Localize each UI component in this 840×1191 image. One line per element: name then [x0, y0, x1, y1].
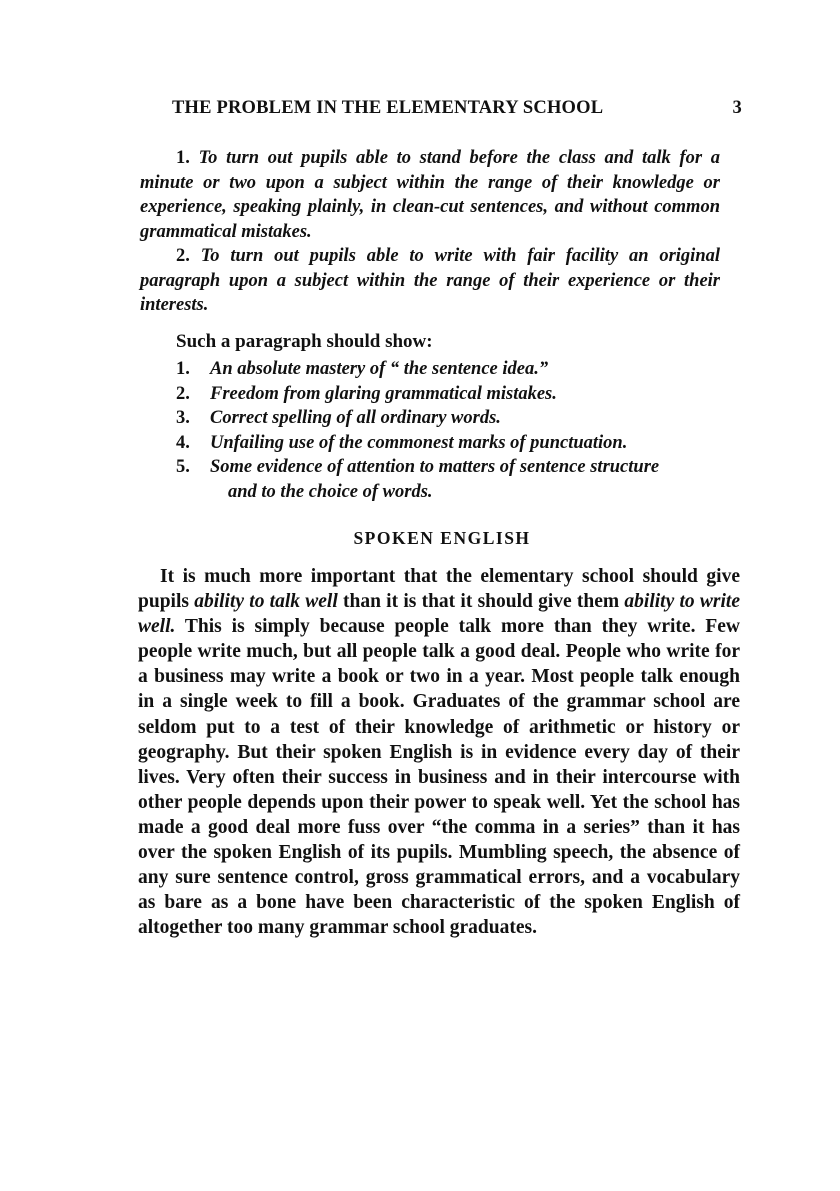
aim-item: [140, 146, 720, 244]
requirement-text: Freedom from glaring grammatical mistakes.: [210, 383, 557, 404]
requirement-item: [176, 382, 724, 407]
aim-number: 2.: [176, 246, 190, 266]
section-heading: [0, 528, 840, 549]
running-head: [160, 98, 742, 124]
requirements-intro: Such a paragraph should show:: [176, 331, 433, 352]
aim-text: To turn out pupils able to stand before the class and talk for a minute or two upon a subject within the range of their knowledge or experience, speaking plainly, in clean-cut sentences, and without common grammatical mistakes.: [140, 148, 721, 242]
paragraph-text: It is much more important that the elementary school should give pupils: [138, 566, 740, 613]
page-number: 3: [732, 98, 742, 118]
section-heading-text: SPOKEN ENGLISH: [353, 528, 531, 548]
requirement-continuation: and to the choice of words.: [228, 481, 433, 502]
requirement-item: [176, 357, 724, 382]
requirement-number: 4.: [176, 432, 190, 453]
requirement-item: [176, 455, 724, 504]
emphasis-text: ability to write well.: [138, 591, 740, 638]
aim-item: [140, 244, 720, 318]
aim-text: To turn out pupils able to write with fair facility an original paragraph upon a subject within the range of their experience or their interests.: [140, 246, 721, 315]
requirement-number: 3.: [176, 408, 190, 428]
requirement-text: Unfailing use of the commonest marks of punctuation.: [210, 432, 628, 453]
requirement-item: [176, 406, 724, 431]
emphasis-text: ability to talk well: [194, 591, 338, 613]
requirement-number: 5.: [176, 457, 190, 477]
requirement-text: Correct spelling of all ordinary words.: [210, 408, 501, 428]
requirement-text: An absolute mastery of “ the sentence idea.”: [210, 359, 549, 379]
requirements-list: [176, 357, 724, 504]
running-head-title: THE PROBLEM IN THE ELEMENTARY SCHOOL: [172, 98, 604, 118]
paragraph-text: than it is that it should give them: [337, 591, 625, 613]
aims-list: [140, 146, 720, 318]
aim-number: 1.: [176, 148, 190, 168]
body-paragraph: [138, 564, 740, 940]
requirement-number: 1.: [176, 359, 190, 379]
requirement-number: 2.: [176, 383, 190, 404]
requirement-item: [176, 431, 724, 456]
paragraph-text: This is simply because people talk more than they write. Few people write much, but all people talk a good deal. People who write for a business may write a book or two in a year. Most people talk enough in a single week to fill a book. Graduates of the grammar school are seldom put to a test of their knowledge of arithmetic or history or geography. But their spoken English is in evidence every day of their lives. Very often their success in business and in their intercourse with other people depends upon their power to speak well. Yet the school has made a good deal more fuss over “the comma in a series” than it has over the spoken English of its pupils. Mumbling speech, the absence of any sure sentence control, gross grammatical errors, and a vocabulary as bare as a bone have been characteristic of the spoken English of altogether too many grammar school graduates.: [138, 616, 740, 939]
requirement-text: Some evidence of attention to matters of sentence structure: [210, 457, 660, 477]
